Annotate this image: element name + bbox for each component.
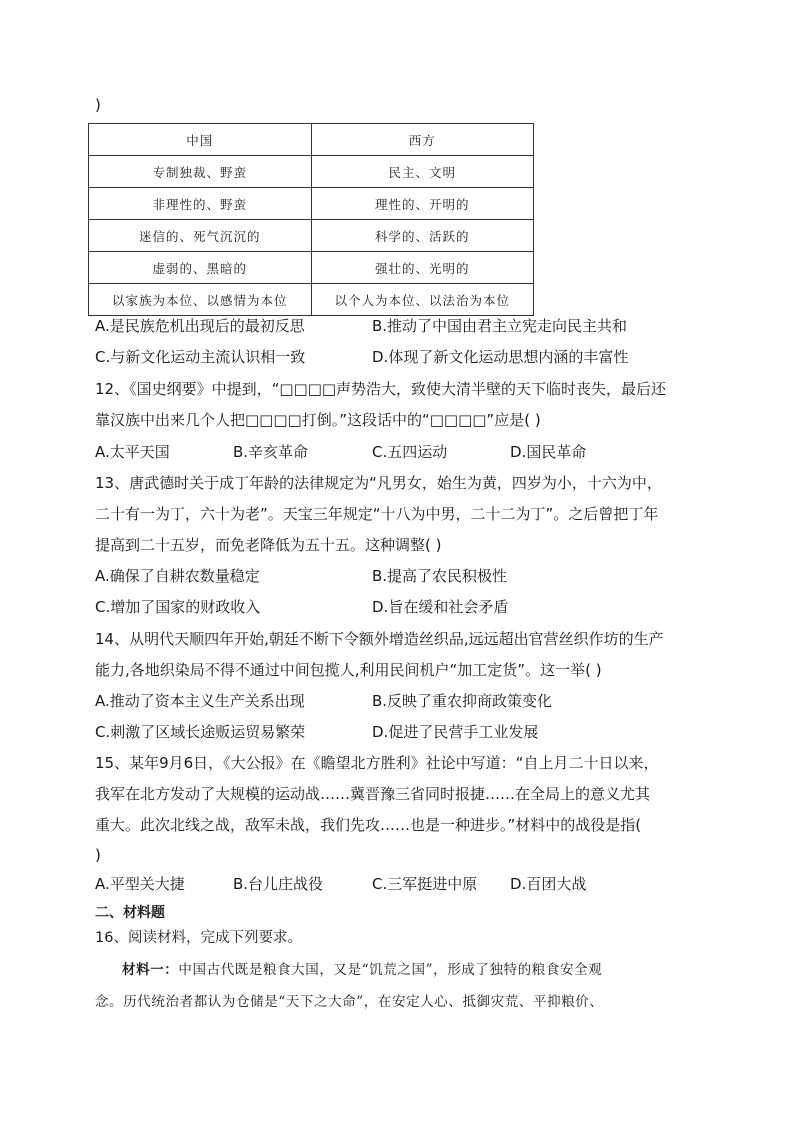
q12-option-c: C.五四运动 [372,443,448,461]
table-row [89,252,534,284]
q12-stem-line-1: 12、《国史纲要》中提到，“□□□□声势浩大，致使大清半壁的天下临时丧失，最后还 [95,380,667,398]
q13-stem-line-3: 提高到二十五岁，而免老降低为五十五。这种调整( ) [95,536,442,554]
q12-option-a: A.太平天国 [95,443,170,461]
table-cell: 专制独裁、野蛮 [89,156,312,188]
section-2-title: 二、材料题 [95,905,165,921]
q14-option-d: D.促进了民营手工业发展 [372,723,539,741]
table-row [89,156,534,188]
china-west-comparison-table [88,123,534,316]
q13-stem-line-1: 13、唐武德时关于成丁年龄的法律规定为“凡男女，始生为黄，四岁为小，十六为中， [95,474,662,492]
q15-option-b: B.台儿庄战役 [233,875,324,893]
material-1-label: 材料一： [122,962,179,978]
q13-option-d: D.旨在缓和社会矛盾 [372,598,509,616]
q13-stem-line-2: 二十有一为丁，六十为老”。天宝三年规定“十八为中男，二十二为丁”。之后曾把丁年 [95,505,659,523]
table-cell: 以家族为本位、以感情为本位 [89,284,312,316]
q12-option-d: D.国民革命 [510,443,587,461]
q15-option-c: C.三军挺进中原 [372,875,478,893]
q11-option-a: A.是民族危机出现后的最初反思 [95,317,305,335]
table-cell: 理性的、开明的 [311,188,534,220]
table-cell: 强壮的、光明的 [311,252,534,284]
material-1-text: 中国古代既是粮食大国，又是“饥荒之国”，形成了独特的粮食安全观 [178,962,603,978]
table-row [89,188,534,220]
question-11-closing-paren: ) [95,96,101,114]
q15-stem-line-4: ) [95,846,101,864]
q14-option-c: C.刺激了区域长途贩运贸易繁荣 [95,723,306,741]
q13-option-b: B.提高了农民积极性 [372,567,508,585]
table-cell: 迷信的、死气沉沉的 [89,220,312,252]
material-1-line-2: 念。历代统治者都认为仓储是“天下之大命”，在安定人心、抵御灾荒、平抑粮价、 [95,994,604,1010]
q15-stem-line-1: 15、某年9月6日，《大公报》在《瞻望北方胜利》社论中写道：“自上月二十日以来， [95,754,659,772]
q14-stem-line-1: 14、从明代天顺四年开始,朝廷不断下令额外增造丝织品,远远超出官营丝织作坊的生产 [95,630,664,648]
q14-option-b: B.反映了重农抑商政策变化 [372,692,553,710]
table-row [89,284,534,316]
table-cell: 科学的、活跃的 [311,220,534,252]
q15-option-a: A.平型关大捷 [95,875,185,893]
table-header-west: 西方 [311,124,534,156]
material-1-line-1 [122,960,602,980]
table-header-row [89,124,534,156]
q16-instruction: 16、阅读材料，完成下列要求。 [95,930,302,946]
q15-stem-line-2: 我军在北方发动了大规模的运动战……冀晋豫三省同时报捷……在全局上的意义尤其 [95,785,651,803]
q12-option-b: B.辛亥革命 [233,443,309,461]
q13-option-c: C.增加了国家的财政收入 [95,598,261,616]
q15-stem-line-3: 重大。此次北线之战，敌军未战，我们先攻……也是一种进步。”材料中的战役是指( [95,816,642,834]
q11-option-c: C.与新文化运动主流认识相一致 [95,348,306,366]
table-cell: 非理性的、野蛮 [89,188,312,220]
table-row [89,220,534,252]
q14-stem-line-2: 能力,各地织染局不得不通过中间包揽人,利用民间机户“加工定货”。这一举( ) [95,661,602,679]
table-header-china: 中国 [89,124,312,156]
q11-option-d: D.体现了新文化运动思想内涵的丰富性 [372,348,629,366]
table-cell: 虚弱的、黑暗的 [89,252,312,284]
q12-stem-line-2: 靠汉族中出来几个人把□□□□打倒。”这段话中的“□□□□”应是( ) [95,411,541,429]
q11-option-b: B.推动了中国由君主立宪走向民主共和 [372,317,628,335]
q13-option-a: A.确保了自耕农数量稳定 [95,567,260,585]
table-cell: 以个人为本位、以法治为本位 [311,284,534,316]
q14-option-a: A.推动了资本主义生产关系出现 [95,692,305,710]
q15-option-d: D.百团大战 [510,875,587,893]
table-cell: 民主、文明 [311,156,534,188]
